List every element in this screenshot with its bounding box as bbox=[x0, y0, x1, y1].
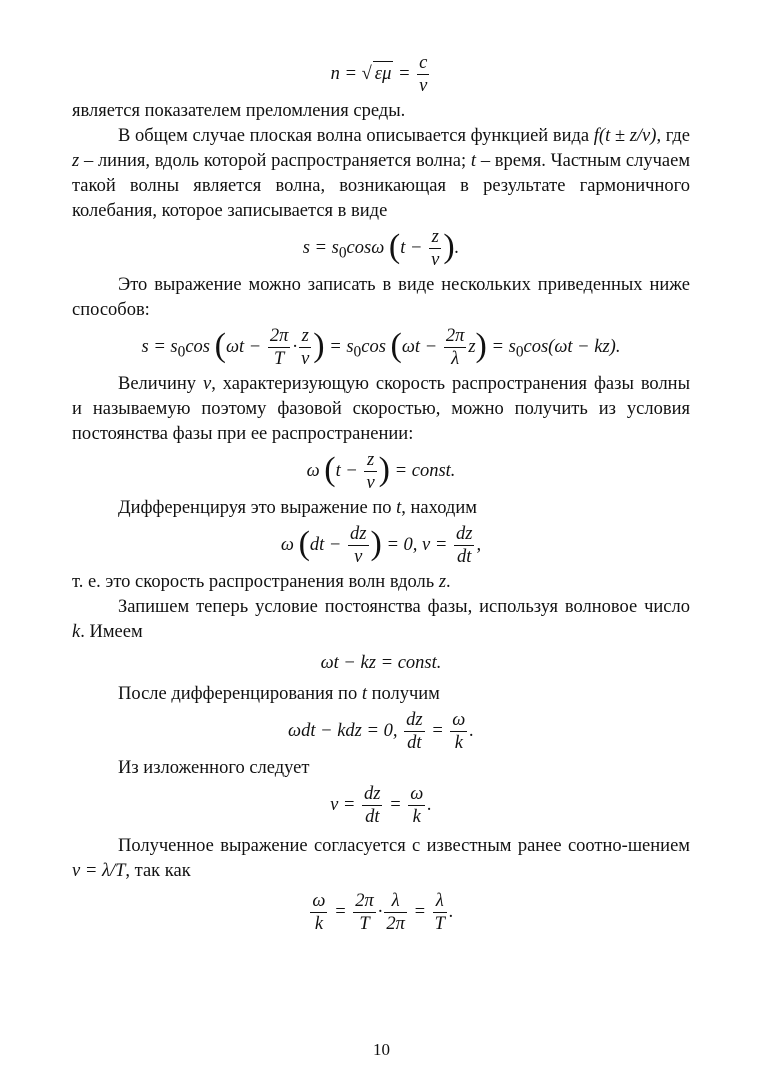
paragraph-4: Величину v, характеризующую скорость распространения фазы волны и называемую поэтому фазовой скоростью, можно получить из условия постоянства фазы при ее распространении: bbox=[72, 374, 690, 444]
paragraph-6: т. е. это скорость распространения волн вдоль z. bbox=[72, 572, 451, 592]
paragraph-3: Это выражение можно записать в виде нескольких приведенных ниже способов: bbox=[72, 275, 690, 320]
page-content bbox=[72, 46, 690, 937]
paragraph-7: Запишем теперь условие постоянства фазы, используя волновое число k. Имеем bbox=[72, 597, 690, 642]
equation-wave-forms: $s = s_0\cos$ (ωt − $\frac{2\pi}{T}$ · $\frac{z}{v}$ ) = $s_0\cos$ (ωt − $\frac{2\pi}{\lambda}$ $z) = s_0\cos(\omega t - kz)$. bbox=[141, 326, 621, 369]
paragraph-10: Полученное выражение согласуется с известным ранее соотно-шением v = λ/T, так как bbox=[72, 836, 690, 881]
paragraph-9: Из изложенного следует bbox=[118, 758, 310, 778]
paragraph-5: Дифференцируя это выражение по t, находим bbox=[118, 498, 477, 518]
equation-phase-velocity: ω (dt − $\frac{dz}{v}$ ) = 0, v = $\frac{dz}{dt}$ , bbox=[280, 524, 482, 567]
page-number: 10 bbox=[373, 1040, 390, 1059]
paragraph-2: В общем случае плоская волна описывается функцией вида f(t ± z/v), где z – линия, вдоль которой распространяется волна; t – время. Частным случаем такой волны является волна, возникающая в результате гармоничного колебания, которое записывается в виде bbox=[72, 126, 691, 221]
paragraph-1: является показателем преломления среды. bbox=[72, 101, 406, 121]
equation-phase-constancy: ω (t − $\frac{z}{v}$ ) = const. bbox=[306, 450, 456, 493]
equation-final-relation: $\frac{\omega}{k}$ = $\frac{2\pi}{T}$ · $\frac{\lambda}{2\pi}$ = $\frac{\lambda}{T}$ . bbox=[312, 891, 454, 934]
equation-velocity-result: v = $\frac{dz}{dt}$ = $\frac{\omega}{k}$ . bbox=[330, 784, 432, 827]
equation-refractive-index: n = √ εμ = $\frac{c}{v}$ bbox=[330, 53, 428, 96]
paragraph-8: После дифференцирования по t получим bbox=[118, 684, 440, 704]
equation-differentiated: ωdt − kdz = 0, $\frac{dz}{dt}$ = $\frac{\omega}{k}$ . bbox=[288, 710, 474, 753]
equation-wavenumber-phase: ωt − kz = const. bbox=[320, 653, 442, 673]
equation-harmonic-wave: $s = s_0\cos\omega$ (t − $\frac{z}{v}$ ). bbox=[302, 227, 460, 270]
